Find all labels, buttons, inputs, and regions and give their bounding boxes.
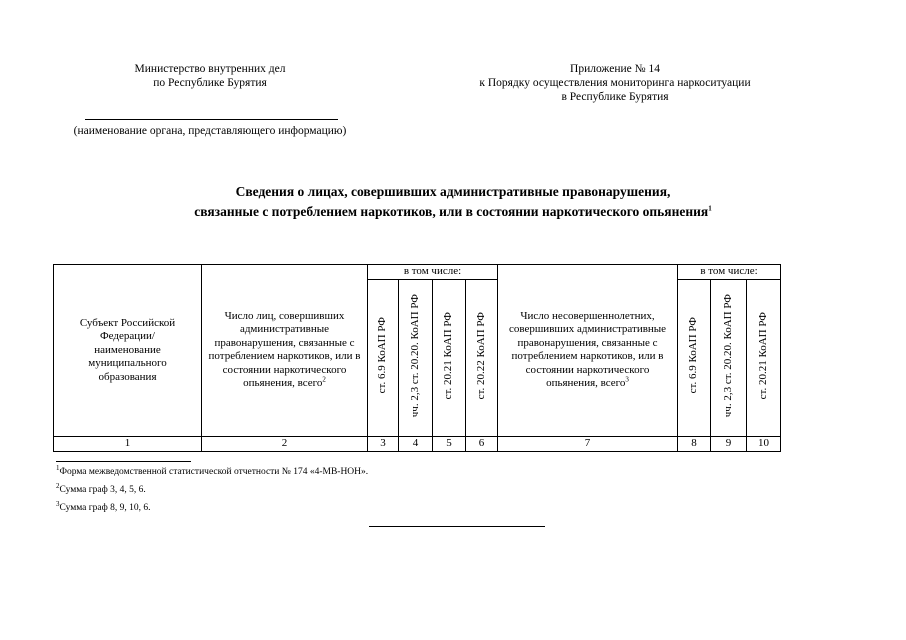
col7-header — [498, 265, 678, 437]
col4-header — [399, 279, 433, 436]
appendix-line2: к Порядку осуществления мониторинга наркоситуации — [479, 77, 751, 89]
column-number: 2 — [202, 436, 368, 451]
col3-header-text: ст. 6.9 КоАП РФ — [376, 317, 389, 394]
col8-header — [678, 279, 711, 436]
col5-header — [433, 279, 466, 436]
appendix-line3: в Республике Бурятия — [561, 91, 669, 103]
col7-header-text: Число несовершеннолетних, совершивших административные правонарушения, связанные с потреблением наркотиков, или в состоянии наркотического опьянения, всего — [508, 309, 667, 390]
column-number: 5 — [433, 436, 466, 451]
column-number: 9 — [711, 436, 747, 451]
footnotes — [56, 463, 556, 515]
organization-line2: по Республике Бурятия — [153, 77, 267, 89]
footnote-1 — [56, 463, 556, 479]
col6-header-text: ст. 20.22 КоАП РФ — [474, 311, 487, 399]
col9-header-text: чч. 2,3 ст. 20.20. КоАП РФ — [721, 293, 734, 417]
col6-header — [466, 279, 498, 436]
including-label-2: в том числе: — [678, 265, 781, 280]
col10-header-text: ст. 20.21 КоАП РФ — [756, 311, 769, 399]
column-number: 10 — [747, 436, 781, 451]
column-number: 3 — [368, 436, 399, 451]
organization-underline — [85, 119, 338, 120]
appendix-block — [450, 62, 780, 104]
appendix-line1: Приложение № 14 — [570, 63, 660, 75]
col1-header: Субъект Российской Федерации/ наименование муниципального образования — [54, 265, 202, 437]
column-number: 8 — [678, 436, 711, 451]
data-table — [53, 264, 781, 452]
title-line2 — [100, 202, 806, 222]
col4-header-text: чч. 2,3 ст. 20.20. КоАП РФ — [408, 293, 421, 417]
footnote-text: Сумма граф 3, 4, 5, 6. — [59, 485, 146, 495]
footnote-mark: 3 — [56, 499, 60, 508]
document-title — [100, 182, 806, 222]
end-separator — [369, 526, 545, 527]
col7-footnote-mark: 3 — [625, 375, 629, 384]
footnote-mark: 1 — [56, 463, 60, 472]
footnote-separator — [56, 461, 191, 462]
footnote-mark: 2 — [56, 481, 60, 490]
organization-line1: Министерство внутренних дел — [134, 63, 286, 75]
column-number: 1 — [54, 436, 202, 451]
col2-header-text: Число лиц, совершивших административные правонарушения, связанные с потреблением наркотиков, или в состоянии наркотического опьянения, всего — [208, 309, 361, 390]
footnote-2 — [56, 481, 556, 497]
col5-header-text: ст. 20.21 КоАП РФ — [442, 311, 455, 399]
col3-header — [368, 279, 399, 436]
footnote-text: Форма межведомственной статистической отчетности № 174 «4-МВ-НОН». — [59, 467, 369, 477]
footnote-3 — [56, 499, 556, 515]
title-line2-text: связанные с потреблением наркотиков, или в состоянии наркотического опьянения — [194, 204, 709, 219]
footnote-text: Сумма граф 8, 9, 10, 6. — [59, 503, 151, 513]
col2-footnote-mark: 2 — [322, 375, 326, 384]
column-number: 7 — [498, 436, 678, 451]
title-line1: Сведения о лицах, совершивших административные правонарушения, — [235, 184, 671, 199]
title-footnote-mark: 1 — [708, 204, 712, 213]
organization-caption: (наименование органа, представляющего информацию) — [73, 125, 347, 137]
column-number: 4 — [399, 436, 433, 451]
col8-header-text: ст. 6.9 КоАП РФ — [687, 317, 700, 394]
col10-header — [747, 279, 781, 436]
column-numbers-row — [54, 436, 781, 451]
col2-header — [202, 265, 368, 437]
including-label-1: в том числе: — [368, 265, 498, 280]
col9-header — [711, 279, 747, 436]
organization-block — [100, 62, 320, 90]
column-number: 6 — [466, 436, 498, 451]
